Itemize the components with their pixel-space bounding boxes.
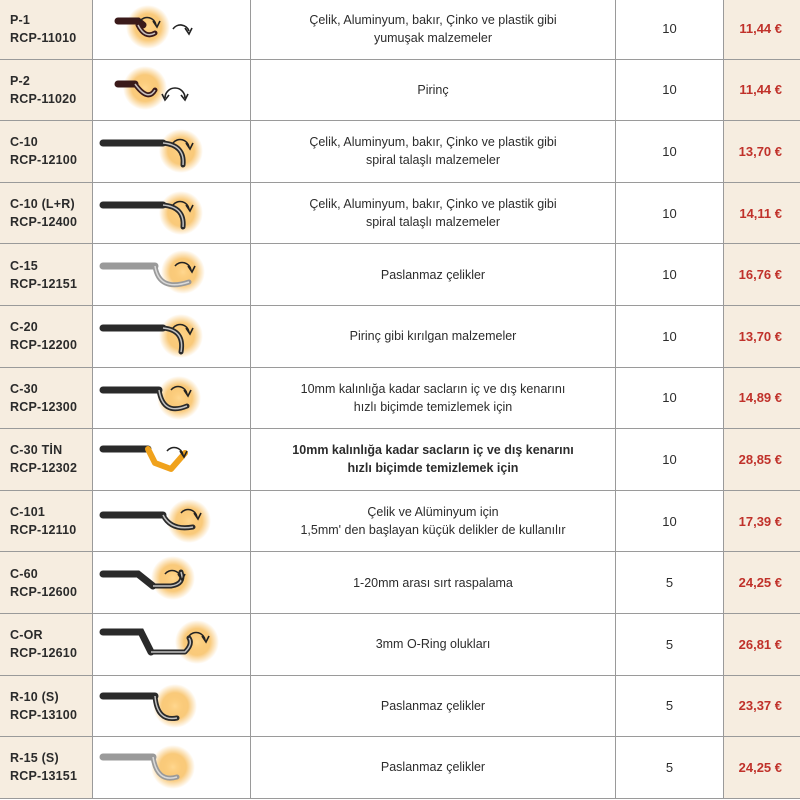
product-code-cell — [0, 0, 93, 59]
product-reference: RCP-12302 — [10, 461, 78, 476]
product-code: C-10 (L+R) — [10, 197, 75, 212]
product-code: C-OR — [10, 628, 43, 643]
package-quantity: 5 — [616, 614, 724, 675]
table-row — [0, 306, 800, 368]
product-code-cell — [0, 244, 93, 305]
product-description — [251, 676, 616, 737]
description-line: Paslanmaz çelikler — [380, 698, 486, 713]
blade-cor-icon — [93, 614, 251, 674]
product-reference: RCP-12600 — [10, 584, 78, 599]
product-price: 11,44 € — [724, 60, 800, 121]
package-quantity: 10 — [616, 306, 724, 367]
product-image-cell — [93, 244, 251, 305]
table-row — [0, 368, 800, 430]
description-line: spiral talaşlı malzemeler — [365, 153, 501, 168]
table-row — [0, 60, 800, 122]
package-quantity: 5 — [616, 676, 724, 737]
product-code-cell — [0, 676, 93, 737]
product-code: C-20 — [10, 320, 38, 335]
product-description — [251, 121, 616, 182]
product-image-cell — [93, 121, 251, 182]
product-code-cell — [0, 121, 93, 182]
blade-c10-icon — [93, 121, 251, 181]
blade-c30-icon — [93, 368, 251, 428]
product-description — [251, 60, 616, 121]
table-row — [0, 183, 800, 245]
product-description — [251, 183, 616, 244]
product-price: 14,89 € — [724, 368, 800, 429]
package-quantity: 10 — [616, 244, 724, 305]
product-code-cell — [0, 429, 93, 490]
product-image-cell — [93, 491, 251, 552]
product-code: C-15 — [10, 258, 38, 273]
product-description — [251, 0, 616, 59]
product-reference: RCP-12151 — [10, 276, 78, 291]
blade-r10-icon — [93, 676, 251, 736]
product-description — [251, 491, 616, 552]
product-code: R-10 (S) — [10, 689, 59, 704]
product-code: C-60 — [10, 566, 38, 581]
product-code: C-10 — [10, 135, 38, 150]
product-description — [251, 552, 616, 613]
description-line: Paslanmaz çelikler — [380, 760, 486, 775]
product-code: C-30 TİN — [10, 443, 63, 458]
package-quantity: 10 — [616, 491, 724, 552]
package-quantity: 10 — [616, 121, 724, 182]
product-code: R-15 (S) — [10, 751, 59, 766]
product-code-cell — [0, 491, 93, 552]
product-price: 16,76 € — [724, 244, 800, 305]
table-row — [0, 244, 800, 306]
product-code: P-1 — [10, 12, 31, 27]
description-line: 3mm O-Ring olukları — [375, 637, 491, 652]
description-line: Paslanmaz çelikler — [380, 267, 486, 282]
product-code-cell — [0, 737, 93, 798]
product-image-cell — [93, 614, 251, 675]
product-code-cell — [0, 60, 93, 121]
product-description — [251, 368, 616, 429]
package-quantity: 10 — [616, 60, 724, 121]
product-code: C-101 — [10, 505, 46, 520]
description-line: Pirinç gibi kırılgan malzemeler — [349, 329, 517, 344]
product-code-cell — [0, 368, 93, 429]
product-reference: RCP-12200 — [10, 338, 78, 353]
blade-c30tin-icon — [93, 429, 251, 489]
product-image-cell — [93, 737, 251, 798]
product-price: 13,70 € — [724, 306, 800, 367]
product-image-cell — [93, 0, 251, 59]
product-image-cell — [93, 60, 251, 121]
product-price: 24,25 € — [724, 737, 800, 798]
product-description — [251, 244, 616, 305]
product-price: 11,44 € — [724, 0, 800, 59]
product-image-cell — [93, 368, 251, 429]
description-line: Çelik, Aluminyum, bakır, Çinko ve plastik gibi — [309, 12, 557, 27]
package-quantity: 10 — [616, 368, 724, 429]
package-quantity: 10 — [616, 0, 724, 59]
table-row — [0, 429, 800, 491]
blade-c20-icon — [93, 306, 251, 366]
blade-p1-icon — [93, 0, 251, 59]
product-reference: RCP-13100 — [10, 707, 78, 722]
blade-r15-icon — [93, 737, 251, 797]
product-price: 26,81 € — [724, 614, 800, 675]
product-code-cell — [0, 183, 93, 244]
blade-c10lr-icon — [93, 183, 251, 243]
description-line: 10mm kalınlığa kadar sacların iç ve dış kenarını — [292, 443, 574, 458]
description-line: 1-20mm arası sırt raspalama — [353, 575, 513, 590]
product-reference: RCP-13151 — [10, 769, 78, 784]
product-code-cell — [0, 552, 93, 613]
product-image-cell — [93, 183, 251, 244]
package-quantity: 10 — [616, 183, 724, 244]
package-quantity: 5 — [616, 552, 724, 613]
table-row — [0, 676, 800, 738]
product-description — [251, 614, 616, 675]
product-description — [251, 737, 616, 798]
product-price: 23,37 € — [724, 676, 800, 737]
product-price: 24,25 € — [724, 552, 800, 613]
product-price: 14,11 € — [724, 183, 800, 244]
description-line: Çelik, Aluminyum, bakır, Çinko ve plastik gibi — [309, 135, 557, 150]
blade-c101-icon — [93, 491, 251, 551]
description-line: 1,5mm' den başlayan küçük delikler de kullanılır — [300, 523, 566, 538]
product-price: 17,39 € — [724, 491, 800, 552]
product-price: 13,70 € — [724, 121, 800, 182]
table-row — [0, 491, 800, 553]
description-line: Çelik, Aluminyum, bakır, Çinko ve plastik gibi — [309, 197, 557, 212]
package-quantity: 5 — [616, 737, 724, 798]
product-reference: RCP-11010 — [10, 30, 77, 45]
product-description — [251, 429, 616, 490]
blade-c60-icon — [93, 552, 251, 612]
product-code-cell — [0, 306, 93, 367]
product-image-cell — [93, 306, 251, 367]
product-image-cell — [93, 429, 251, 490]
product-reference: RCP-12300 — [10, 399, 78, 414]
description-line: spiral talaşlı malzemeler — [365, 215, 501, 230]
description-line: 10mm kalınlığa kadar sacların iç ve dış kenarını — [300, 381, 566, 396]
blade-p2-icon — [93, 60, 251, 120]
table-row — [0, 737, 800, 799]
product-description — [251, 306, 616, 367]
table-row — [0, 0, 800, 60]
product-code-cell — [0, 614, 93, 675]
blade-c15-icon — [93, 244, 251, 304]
product-reference: RCP-11020 — [10, 91, 77, 106]
table-row — [0, 614, 800, 676]
product-image-cell — [93, 552, 251, 613]
description-line: Pirinç — [417, 82, 449, 97]
product-code: P-2 — [10, 73, 31, 88]
product-reference: RCP-12110 — [10, 523, 77, 538]
description-line: hızlı biçimde temizlemek için — [347, 461, 519, 476]
product-reference: RCP-12400 — [10, 215, 78, 230]
product-code: C-30 — [10, 381, 38, 396]
table-row — [0, 552, 800, 614]
description-line: yumuşak malzemeler — [373, 30, 493, 45]
table-row — [0, 121, 800, 183]
description-line: hızlı biçimde temizlemek için — [353, 399, 513, 414]
product-reference: RCP-12100 — [10, 153, 78, 168]
package-quantity: 10 — [616, 429, 724, 490]
product-image-cell — [93, 676, 251, 737]
product-price: 28,85 € — [724, 429, 800, 490]
description-line: Çelik ve Alüminyum için — [367, 505, 499, 520]
product-reference: RCP-12610 — [10, 646, 78, 661]
